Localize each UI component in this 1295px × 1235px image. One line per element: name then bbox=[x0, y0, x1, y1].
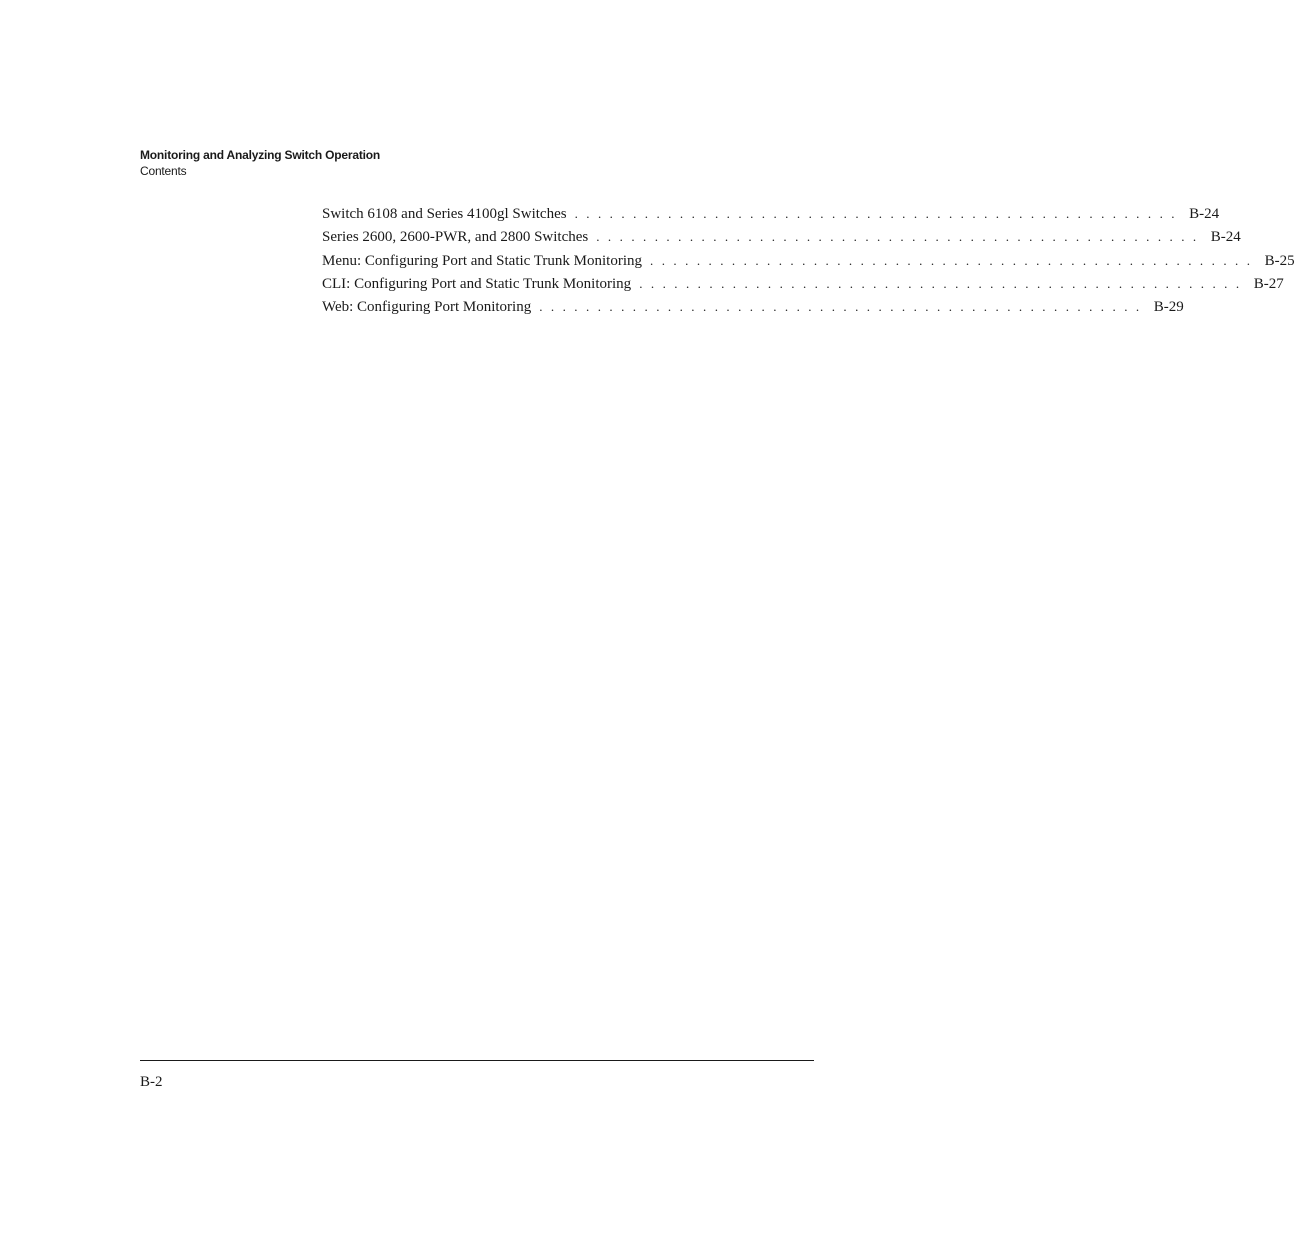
toc-entry[interactable] bbox=[322, 202, 1220, 225]
toc-entry-title: CLI: Configuring Port and Static Trunk Monitoring bbox=[322, 275, 632, 292]
dot-leader: . . . . . . . . . . . . . . . . . . . . . . . . . . . . . . . . . . . . . . . . . . . . . . . . . . . . bbox=[596, 229, 1199, 245]
toc-entry-page: B-24 bbox=[1210, 229, 1241, 246]
toc-entry-page: B-27 bbox=[1253, 275, 1284, 292]
dot-leader: . . . . . . . . . . . . . . . . . . . . . . . . . . . . . . . . . . . . . . . . . . . . . . . . . . . . bbox=[650, 252, 1253, 268]
toc-entry[interactable] bbox=[322, 225, 1241, 248]
toc-entry[interactable] bbox=[322, 249, 1295, 272]
toc-entry-title: Web: Configuring Port Monitoring bbox=[322, 299, 532, 316]
running-header bbox=[140, 147, 380, 179]
toc-entry[interactable] bbox=[322, 295, 1184, 318]
toc-entry[interactable] bbox=[322, 272, 1284, 295]
dot-leader: . . . . . . . . . . . . . . . . . . . . . . . . . . . . . . . . . . . . . . . . . . . . . . . . . . . . bbox=[539, 299, 1142, 315]
dot-leader: . . . . . . . . . . . . . . . . . . . . . . . . . . . . . . . . . . . . . . . . . . . . . . . . . . . . bbox=[639, 275, 1242, 291]
footer-rule bbox=[140, 1060, 814, 1061]
dot-leader: . . . . . . . . . . . . . . . . . . . . . . . . . . . . . . . . . . . . . . . . . . . . . . . . . . . . bbox=[574, 206, 1178, 221]
chapter-title: Monitoring and Analyzing Switch Operation bbox=[140, 148, 381, 162]
toc-entry-title: Menu: Configuring Port and Static Trunk Monitoring bbox=[322, 252, 643, 269]
table-of-contents bbox=[322, 202, 1295, 318]
page-number: B-2 bbox=[140, 1074, 163, 1090]
toc-entry-title: Switch 6108 and Series 4100gl Switches bbox=[322, 206, 567, 222]
section-label: Contents bbox=[140, 164, 187, 178]
toc-entry-title: Series 2600, 2600-PWR, and 2800 Switches bbox=[322, 229, 589, 246]
toc-entry-page: B-24 bbox=[1189, 206, 1220, 222]
toc-entry-page: B-25 bbox=[1264, 252, 1295, 269]
toc-entry-page: B-29 bbox=[1153, 299, 1184, 316]
